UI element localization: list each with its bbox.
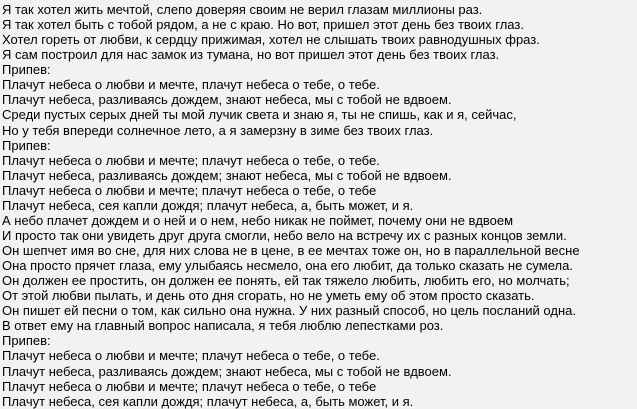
lyric-line: Он должен ее простить, он должен ее понять, ей так тяжело любить, любить его, но молчать; [2,273,570,289]
chorus-label: Припев: [2,62,51,78]
lyric-line: И просто так они увидеть друг друга смогли, небо вело на встречу их с разных концов земли. [2,227,567,243]
lyric-line: Я сам построил для нас замок из тумана, но вот пришел этот день без твоих глаз. [2,47,500,63]
lyric-line: Среди пустых серых дней ты мой лучик света и знаю я, ты не спишь, как и я, сейчас, [2,107,517,123]
lyric-line: Плачут небеса о любви и мечте; плачут небеса о тебе, о тебе [2,378,377,394]
lyric-line: Я так хотел быть с тобой рядом, а не с краю. Но вот, пришел этот день без твоих глаз. [2,17,524,33]
lyric-line: Плачут небеса о любви и мечте; плачут небеса о тебе, о тебе [2,182,377,198]
lyric-line: Хотел гореть от любви, к сердцу прижимая, хотел не слышать твоих равнодушных фраз. [2,32,540,48]
lyric-line: Плачут небеса, разливаясь дождем; знают небеса, мы с тобой не вдвоем. [2,167,452,183]
lyric-line: Я так хотел жить мечтой, слепо доверяя своим не верил глазам миллионы раз. [2,2,483,17]
lyric-line: Плачут небеса о любви и мечте, плачут небеса о тебе, о тебе. [2,77,380,93]
lyric-line: Плачут небеса, разливаясь дождем, знают небеса, мы с тобой не вдвоем. [2,92,452,108]
lyric-line: Но у тебя впереди солнечное лето, а я замерзну в зиме без твоих глаз. [2,122,434,138]
lyric-line: Плачут небеса, сея капли дождя; плачут небеса, а, быть может, и я. [2,393,414,409]
lyric-line: А небо плачет дождем и о ней и о нем, небо никак не поймет, почему они не вдвоем [2,212,514,228]
chorus-label: Припев: [2,137,51,153]
lyric-line: В ответ ему на главный вопрос написала, я тебя люблю лепестками роз. [2,318,444,334]
lyric-line: Она просто прячет глаза, ему улыбаясь несмело, она его любит, да только сказать не сумела. [2,258,573,274]
lyric-line: Он пишет ей песни о том, как сильно она нужна. У них разный способ, но цель посланий одна. [2,303,576,319]
lyric-line: Плачут небеса, сея капли дождя; плачут небеса, а, быть может, и я. [2,197,414,213]
lyric-line: От этой любви пылать, и день ото дня сгорать, но не уметь ему об этом просто сказать. [2,288,535,304]
lyric-line: Плачут небеса о любви и мечте; плачут небеса о тебе, о тебе. [2,348,380,364]
lyric-line: Плачут небеса о любви и мечте; плачут небеса о тебе, о тебе. [2,152,380,168]
lyric-line: Плачут небеса, разливаясь дождем; знают небеса, мы с тобой не вдвоем. [2,363,452,379]
chorus-label: Припев: [2,333,51,349]
lyric-line: Он шепчет имя во сне, для них слова не в цене, в ее мечтах тоже он, но в параллельной весне [2,243,580,258]
lyrics-text-block [2,2,637,409]
